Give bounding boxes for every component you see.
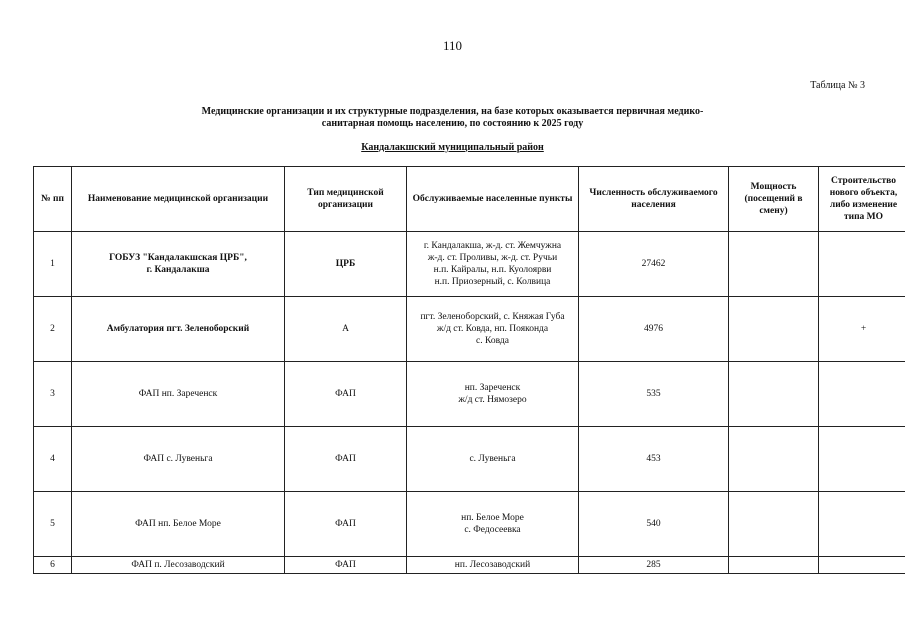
settlement-line: с. Федосеевка bbox=[464, 525, 521, 535]
settlement-line: с. Лувеньга bbox=[469, 454, 516, 464]
cell-num: 3 bbox=[34, 362, 72, 427]
table-row bbox=[34, 232, 905, 297]
cell-population: 4976 bbox=[579, 297, 729, 362]
col-header-num: № пп bbox=[34, 167, 72, 232]
document-title bbox=[150, 106, 755, 130]
cell-construction bbox=[819, 492, 905, 557]
col-header-type: Тип медицинской организации bbox=[285, 167, 407, 232]
cell-capacity bbox=[729, 492, 819, 557]
table-row bbox=[34, 362, 905, 427]
medical-organizations-table bbox=[33, 166, 905, 574]
cell-name bbox=[72, 427, 285, 492]
title-line-2: санитарная помощь населению, по состоянию к 2025 году bbox=[321, 118, 584, 129]
cell-name-line: ФАП нп. Зареченск bbox=[138, 389, 218, 399]
cell-name-line: ФАП нп. Белое Море bbox=[135, 519, 221, 529]
cell-settlements bbox=[407, 427, 579, 492]
cell-name bbox=[72, 362, 285, 427]
page-number: 110 bbox=[442, 38, 463, 53]
cell-type: ФАП bbox=[285, 362, 407, 427]
settlement-line: г. Кандалакша, ж-д. ст. Жемчужна bbox=[423, 241, 562, 251]
cell-name-line: Амбулатория пгт. Зеленоборский bbox=[106, 324, 250, 334]
settlement-line: нп. Лесозаводский bbox=[454, 560, 531, 570]
cell-construction bbox=[819, 232, 905, 297]
settlement-line: н.п. Кайралы, н.п. Куолоярви bbox=[433, 265, 552, 275]
cell-name bbox=[72, 232, 285, 297]
cell-population: 27462 bbox=[579, 232, 729, 297]
col-header-population: Численность обслуживаемого населения bbox=[579, 167, 729, 232]
cell-name bbox=[72, 557, 285, 574]
table-row bbox=[34, 492, 905, 557]
cell-type: ФАП bbox=[285, 427, 407, 492]
table-row bbox=[34, 427, 905, 492]
settlement-line: н.п. Приозерный, с. Колвица bbox=[434, 277, 551, 287]
settlement-line: с. Ковда bbox=[476, 336, 509, 346]
cell-construction bbox=[819, 557, 905, 574]
settlement-line: нп. Белое Море bbox=[461, 513, 524, 523]
col-header-name: Наименование медицинской организации bbox=[72, 167, 285, 232]
col-header-construction: Строительство нового объекта, либо изменение типа МО bbox=[819, 167, 905, 232]
cell-capacity bbox=[729, 232, 819, 297]
cell-settlements bbox=[407, 297, 579, 362]
cell-settlements bbox=[407, 362, 579, 427]
cell-name-line: ГОБУЗ "Кандалакшская ЦРБ", bbox=[109, 253, 247, 263]
table-row bbox=[34, 557, 905, 574]
cell-capacity bbox=[729, 297, 819, 362]
cell-construction: + bbox=[819, 297, 905, 362]
cell-num: 6 bbox=[34, 557, 72, 574]
cell-num: 2 bbox=[34, 297, 72, 362]
cell-type: А bbox=[285, 297, 407, 362]
settlement-line: нп. Зареченск bbox=[464, 383, 521, 393]
cell-population: 535 bbox=[579, 362, 729, 427]
cell-capacity bbox=[729, 427, 819, 492]
cell-name bbox=[72, 492, 285, 557]
cell-name-line: ФАП п. Лесозаводский bbox=[131, 560, 225, 570]
cell-construction bbox=[819, 362, 905, 427]
cell-name bbox=[72, 297, 285, 362]
cell-type: ФАП bbox=[285, 492, 407, 557]
cell-type: ЦРБ bbox=[285, 232, 407, 297]
cell-capacity bbox=[729, 362, 819, 427]
cell-num: 4 bbox=[34, 427, 72, 492]
table-header-row bbox=[34, 167, 905, 232]
cell-name-line: ФАП с. Лувеньга bbox=[143, 454, 213, 464]
cell-construction bbox=[819, 427, 905, 492]
cell-settlements bbox=[407, 492, 579, 557]
table-row bbox=[34, 297, 905, 362]
settlement-line: ж-д. ст. Проливы, ж-д. ст. Ручьи bbox=[427, 253, 558, 263]
cell-num: 5 bbox=[34, 492, 72, 557]
settlement-line: ж/д ст. Нямозеро bbox=[458, 395, 527, 405]
cell-settlements bbox=[407, 232, 579, 297]
cell-population: 453 bbox=[579, 427, 729, 492]
cell-num: 1 bbox=[34, 232, 72, 297]
settlement-line: пгт. Зеленоборский, с. Княжая Губа bbox=[420, 312, 565, 322]
cell-population: 540 bbox=[579, 492, 729, 557]
title-line-1: Медицинские организации и их структурные подразделения, на базе которых оказывается первичная медико- bbox=[201, 106, 704, 117]
cell-settlements bbox=[407, 557, 579, 574]
cell-type: ФАП bbox=[285, 557, 407, 574]
table-label: Таблица № 3 bbox=[810, 80, 865, 91]
settlement-line: ж/д ст. Ковда, нп. Пояконда bbox=[436, 324, 549, 334]
cell-population: 285 bbox=[579, 557, 729, 574]
district-heading: Кандалакшский муниципальный район bbox=[361, 142, 544, 153]
cell-name-line: г. Кандалакша bbox=[146, 265, 210, 275]
col-header-capacity: Мощность (посещений в смену) bbox=[729, 167, 819, 232]
cell-capacity bbox=[729, 557, 819, 574]
col-header-settlements: Обслуживаемые населенные пункты bbox=[407, 167, 579, 232]
